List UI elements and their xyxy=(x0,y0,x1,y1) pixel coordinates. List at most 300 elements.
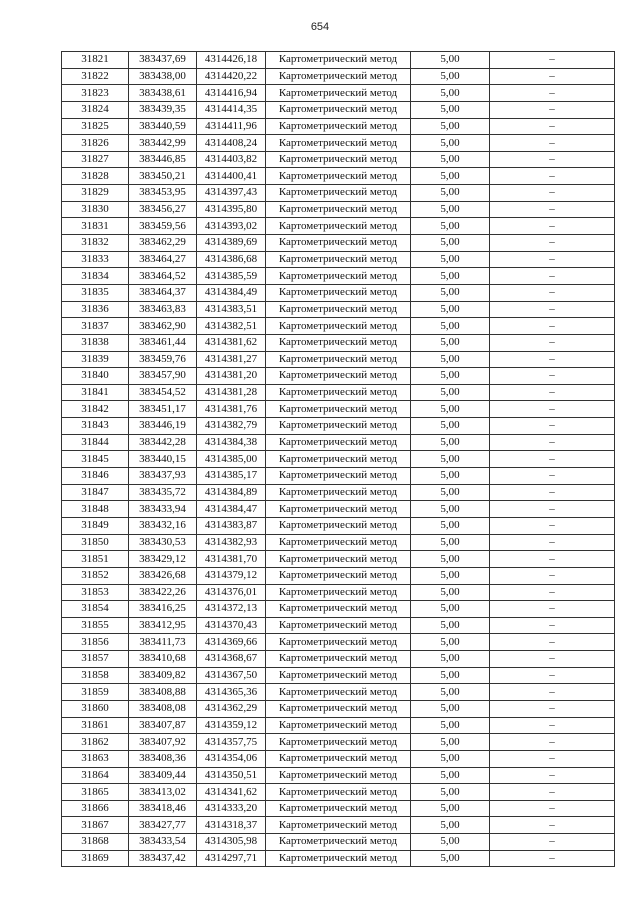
accuracy-cell: 5,00 xyxy=(411,401,490,418)
description-cell: – xyxy=(490,700,615,717)
y-coordinate-cell: 4314297,71 xyxy=(197,850,266,867)
table-row xyxy=(62,784,615,801)
x-coordinate-cell: 383429,12 xyxy=(129,551,197,568)
x-coordinate-cell: 383422,26 xyxy=(129,584,197,601)
y-coordinate-cell: 4314333,20 xyxy=(197,800,266,817)
x-coordinate-cell: 383451,17 xyxy=(129,401,197,418)
accuracy-cell: 5,00 xyxy=(411,318,490,335)
coordinates-table xyxy=(61,51,615,867)
y-coordinate-cell: 4314381,62 xyxy=(197,334,266,351)
point-number-cell: 31853 xyxy=(62,584,129,601)
accuracy-cell: 5,00 xyxy=(411,218,490,235)
accuracy-cell: 5,00 xyxy=(411,651,490,668)
description-cell: – xyxy=(490,201,615,218)
x-coordinate-cell: 383450,21 xyxy=(129,168,197,185)
accuracy-cell: 5,00 xyxy=(411,201,490,218)
x-coordinate-cell: 383432,16 xyxy=(129,517,197,534)
method-cell: Картометрический метод xyxy=(266,484,411,501)
point-number-cell: 31821 xyxy=(62,52,129,69)
point-number-cell: 31826 xyxy=(62,135,129,152)
point-number-cell: 31843 xyxy=(62,418,129,435)
accuracy-cell: 5,00 xyxy=(411,700,490,717)
method-cell: Картометрический метод xyxy=(266,384,411,401)
table-row xyxy=(62,484,615,501)
x-coordinate-cell: 383464,37 xyxy=(129,284,197,301)
point-number-cell: 31823 xyxy=(62,85,129,102)
method-cell: Картометрический метод xyxy=(266,434,411,451)
description-cell: – xyxy=(490,52,615,69)
method-cell: Картометрический метод xyxy=(266,368,411,385)
accuracy-cell: 5,00 xyxy=(411,567,490,584)
point-number-cell: 31841 xyxy=(62,384,129,401)
y-coordinate-cell: 4314376,01 xyxy=(197,584,266,601)
description-cell: – xyxy=(490,151,615,168)
accuracy-cell: 5,00 xyxy=(411,534,490,551)
x-coordinate-cell: 383412,95 xyxy=(129,617,197,634)
point-number-cell: 31840 xyxy=(62,368,129,385)
y-coordinate-cell: 4314408,24 xyxy=(197,135,266,152)
description-cell: – xyxy=(490,418,615,435)
description-cell: – xyxy=(490,334,615,351)
y-coordinate-cell: 4314367,50 xyxy=(197,667,266,684)
x-coordinate-cell: 383456,27 xyxy=(129,201,197,218)
x-coordinate-cell: 383433,54 xyxy=(129,834,197,851)
point-number-cell: 31865 xyxy=(62,784,129,801)
table-row xyxy=(62,551,615,568)
x-coordinate-cell: 383408,88 xyxy=(129,684,197,701)
description-cell: – xyxy=(490,251,615,268)
y-coordinate-cell: 4314381,27 xyxy=(197,351,266,368)
table-row xyxy=(62,434,615,451)
point-number-cell: 31839 xyxy=(62,351,129,368)
accuracy-cell: 5,00 xyxy=(411,817,490,834)
y-coordinate-cell: 4314354,06 xyxy=(197,750,266,767)
y-coordinate-cell: 4314362,29 xyxy=(197,700,266,717)
method-cell: Картометрический метод xyxy=(266,301,411,318)
table-row xyxy=(62,52,615,69)
description-cell: – xyxy=(490,351,615,368)
point-number-cell: 31869 xyxy=(62,850,129,867)
y-coordinate-cell: 4314372,13 xyxy=(197,601,266,618)
y-coordinate-cell: 4314397,43 xyxy=(197,185,266,202)
accuracy-cell: 5,00 xyxy=(411,52,490,69)
method-cell: Картометрический метод xyxy=(266,351,411,368)
point-number-cell: 31828 xyxy=(62,168,129,185)
y-coordinate-cell: 4314385,59 xyxy=(197,268,266,285)
method-cell: Картометрический метод xyxy=(266,218,411,235)
table-row xyxy=(62,584,615,601)
y-coordinate-cell: 4314383,87 xyxy=(197,517,266,534)
accuracy-cell: 5,00 xyxy=(411,501,490,518)
y-coordinate-cell: 4314305,98 xyxy=(197,834,266,851)
point-number-cell: 31846 xyxy=(62,468,129,485)
method-cell: Картометрический метод xyxy=(266,567,411,584)
point-number-cell: 31866 xyxy=(62,800,129,817)
point-number-cell: 31834 xyxy=(62,268,129,285)
description-cell: – xyxy=(490,717,615,734)
table-row xyxy=(62,700,615,717)
x-coordinate-cell: 383410,68 xyxy=(129,651,197,668)
point-number-cell: 31844 xyxy=(62,434,129,451)
y-coordinate-cell: 4314381,20 xyxy=(197,368,266,385)
point-number-cell: 31855 xyxy=(62,617,129,634)
accuracy-cell: 5,00 xyxy=(411,584,490,601)
x-coordinate-cell: 383435,72 xyxy=(129,484,197,501)
accuracy-cell: 5,00 xyxy=(411,667,490,684)
point-number-cell: 31856 xyxy=(62,634,129,651)
point-number-cell: 31837 xyxy=(62,318,129,335)
y-coordinate-cell: 4314386,68 xyxy=(197,251,266,268)
description-cell: – xyxy=(490,451,615,468)
x-coordinate-cell: 383413,02 xyxy=(129,784,197,801)
accuracy-cell: 5,00 xyxy=(411,85,490,102)
accuracy-cell: 5,00 xyxy=(411,834,490,851)
y-coordinate-cell: 4314382,79 xyxy=(197,418,266,435)
method-cell: Картометрический метод xyxy=(266,101,411,118)
y-coordinate-cell: 4314318,37 xyxy=(197,817,266,834)
y-coordinate-cell: 4314420,22 xyxy=(197,68,266,85)
table-row xyxy=(62,634,615,651)
y-coordinate-cell: 4314357,75 xyxy=(197,734,266,751)
table-row xyxy=(62,268,615,285)
accuracy-cell: 5,00 xyxy=(411,468,490,485)
accuracy-cell: 5,00 xyxy=(411,734,490,751)
accuracy-cell: 5,00 xyxy=(411,717,490,734)
x-coordinate-cell: 383408,08 xyxy=(129,700,197,717)
y-coordinate-cell: 4314379,12 xyxy=(197,567,266,584)
description-cell: – xyxy=(490,318,615,335)
method-cell: Картометрический метод xyxy=(266,850,411,867)
table-row xyxy=(62,218,615,235)
point-number-cell: 31832 xyxy=(62,235,129,252)
table-row xyxy=(62,384,615,401)
method-cell: Картометрический метод xyxy=(266,135,411,152)
table-row xyxy=(62,501,615,518)
y-coordinate-cell: 4314416,94 xyxy=(197,85,266,102)
point-number-cell: 31848 xyxy=(62,501,129,518)
description-cell: – xyxy=(490,617,615,634)
y-coordinate-cell: 4314368,67 xyxy=(197,651,266,668)
method-cell: Картометрический метод xyxy=(266,85,411,102)
table-row xyxy=(62,717,615,734)
x-coordinate-cell: 383462,29 xyxy=(129,235,197,252)
accuracy-cell: 5,00 xyxy=(411,800,490,817)
page-number: 654 xyxy=(310,21,330,33)
accuracy-cell: 5,00 xyxy=(411,68,490,85)
x-coordinate-cell: 383430,53 xyxy=(129,534,197,551)
accuracy-cell: 5,00 xyxy=(411,451,490,468)
point-number-cell: 31850 xyxy=(62,534,129,551)
table-row xyxy=(62,334,615,351)
y-coordinate-cell: 4314382,51 xyxy=(197,318,266,335)
description-cell: – xyxy=(490,584,615,601)
table-row xyxy=(62,601,615,618)
table-row xyxy=(62,351,615,368)
point-number-cell: 31842 xyxy=(62,401,129,418)
point-number-cell: 31822 xyxy=(62,68,129,85)
accuracy-cell: 5,00 xyxy=(411,101,490,118)
method-cell: Картометрический метод xyxy=(266,517,411,534)
method-cell: Картометрический метод xyxy=(266,168,411,185)
method-cell: Картометрический метод xyxy=(266,700,411,717)
description-cell: – xyxy=(490,235,615,252)
description-cell: – xyxy=(490,784,615,801)
accuracy-cell: 5,00 xyxy=(411,617,490,634)
y-coordinate-cell: 4314414,35 xyxy=(197,101,266,118)
description-cell: – xyxy=(490,185,615,202)
x-coordinate-cell: 383427,77 xyxy=(129,817,197,834)
method-cell: Картометрический метод xyxy=(266,800,411,817)
x-coordinate-cell: 383446,85 xyxy=(129,151,197,168)
table-row xyxy=(62,534,615,551)
x-coordinate-cell: 383411,73 xyxy=(129,634,197,651)
table-row xyxy=(62,651,615,668)
point-number-cell: 31862 xyxy=(62,734,129,751)
point-number-cell: 31838 xyxy=(62,334,129,351)
method-cell: Картометрический метод xyxy=(266,118,411,135)
description-cell: – xyxy=(490,434,615,451)
method-cell: Картометрический метод xyxy=(266,534,411,551)
accuracy-cell: 5,00 xyxy=(411,151,490,168)
table-row xyxy=(62,800,615,817)
method-cell: Картометрический метод xyxy=(266,684,411,701)
table-row xyxy=(62,118,615,135)
accuracy-cell: 5,00 xyxy=(411,301,490,318)
table-row xyxy=(62,301,615,318)
method-cell: Картометрический метод xyxy=(266,318,411,335)
accuracy-cell: 5,00 xyxy=(411,551,490,568)
x-coordinate-cell: 383439,35 xyxy=(129,101,197,118)
accuracy-cell: 5,00 xyxy=(411,168,490,185)
y-coordinate-cell: 4314365,36 xyxy=(197,684,266,701)
y-coordinate-cell: 4314385,00 xyxy=(197,451,266,468)
point-number-cell: 31824 xyxy=(62,101,129,118)
description-cell: – xyxy=(490,484,615,501)
point-number-cell: 31864 xyxy=(62,767,129,784)
y-coordinate-cell: 4314359,12 xyxy=(197,717,266,734)
x-coordinate-cell: 383464,52 xyxy=(129,268,197,285)
method-cell: Картометрический метод xyxy=(266,784,411,801)
description-cell: – xyxy=(490,301,615,318)
table-row xyxy=(62,235,615,252)
method-cell: Картометрический метод xyxy=(266,767,411,784)
description-cell: – xyxy=(490,651,615,668)
x-coordinate-cell: 383418,46 xyxy=(129,800,197,817)
table-row xyxy=(62,151,615,168)
description-cell: – xyxy=(490,734,615,751)
description-cell: – xyxy=(490,85,615,102)
y-coordinate-cell: 4314381,76 xyxy=(197,401,266,418)
method-cell: Картометрический метод xyxy=(266,734,411,751)
point-number-cell: 31857 xyxy=(62,651,129,668)
x-coordinate-cell: 383440,59 xyxy=(129,118,197,135)
y-coordinate-cell: 4314393,02 xyxy=(197,218,266,235)
x-coordinate-cell: 383464,27 xyxy=(129,251,197,268)
y-coordinate-cell: 4314411,96 xyxy=(197,118,266,135)
method-cell: Картометрический метод xyxy=(266,284,411,301)
point-number-cell: 31851 xyxy=(62,551,129,568)
point-number-cell: 31849 xyxy=(62,517,129,534)
method-cell: Картометрический метод xyxy=(266,551,411,568)
coordinates-table-body xyxy=(62,52,615,867)
accuracy-cell: 5,00 xyxy=(411,284,490,301)
point-number-cell: 31860 xyxy=(62,700,129,717)
table-row xyxy=(62,85,615,102)
table-row xyxy=(62,251,615,268)
accuracy-cell: 5,00 xyxy=(411,418,490,435)
description-cell: – xyxy=(490,767,615,784)
point-number-cell: 31863 xyxy=(62,750,129,767)
accuracy-cell: 5,00 xyxy=(411,601,490,618)
description-cell: – xyxy=(490,850,615,867)
x-coordinate-cell: 383433,94 xyxy=(129,501,197,518)
description-cell: – xyxy=(490,667,615,684)
method-cell: Картометрический метод xyxy=(266,251,411,268)
accuracy-cell: 5,00 xyxy=(411,634,490,651)
accuracy-cell: 5,00 xyxy=(411,384,490,401)
method-cell: Картометрический метод xyxy=(266,151,411,168)
description-cell: – xyxy=(490,534,615,551)
table-row xyxy=(62,168,615,185)
accuracy-cell: 5,00 xyxy=(411,251,490,268)
y-coordinate-cell: 4314369,66 xyxy=(197,634,266,651)
description-cell: – xyxy=(490,468,615,485)
description-cell: – xyxy=(490,551,615,568)
point-number-cell: 31825 xyxy=(62,118,129,135)
description-cell: – xyxy=(490,517,615,534)
description-cell: – xyxy=(490,501,615,518)
method-cell: Картометрический метод xyxy=(266,651,411,668)
x-coordinate-cell: 383437,69 xyxy=(129,52,197,69)
x-coordinate-cell: 383459,56 xyxy=(129,218,197,235)
description-cell: – xyxy=(490,750,615,767)
method-cell: Картометрический метод xyxy=(266,451,411,468)
method-cell: Картометрический метод xyxy=(266,268,411,285)
point-number-cell: 31845 xyxy=(62,451,129,468)
method-cell: Картометрический метод xyxy=(266,667,411,684)
table-row xyxy=(62,468,615,485)
description-cell: – xyxy=(490,817,615,834)
method-cell: Картометрический метод xyxy=(266,750,411,767)
method-cell: Картометрический метод xyxy=(266,418,411,435)
point-number-cell: 31835 xyxy=(62,284,129,301)
x-coordinate-cell: 383453,95 xyxy=(129,185,197,202)
x-coordinate-cell: 383416,25 xyxy=(129,601,197,618)
description-cell: – xyxy=(490,101,615,118)
accuracy-cell: 5,00 xyxy=(411,268,490,285)
table-row xyxy=(62,817,615,834)
method-cell: Картометрический метод xyxy=(266,501,411,518)
table-row xyxy=(62,135,615,152)
description-cell: – xyxy=(490,68,615,85)
x-coordinate-cell: 383437,42 xyxy=(129,850,197,867)
x-coordinate-cell: 383461,44 xyxy=(129,334,197,351)
y-coordinate-cell: 4314370,43 xyxy=(197,617,266,634)
point-number-cell: 31859 xyxy=(62,684,129,701)
y-coordinate-cell: 4314426,18 xyxy=(197,52,266,69)
accuracy-cell: 5,00 xyxy=(411,767,490,784)
y-coordinate-cell: 4314381,28 xyxy=(197,384,266,401)
x-coordinate-cell: 383407,92 xyxy=(129,734,197,751)
table-row xyxy=(62,750,615,767)
table-row xyxy=(62,201,615,218)
x-coordinate-cell: 383462,90 xyxy=(129,318,197,335)
point-number-cell: 31861 xyxy=(62,717,129,734)
method-cell: Картометрический метод xyxy=(266,817,411,834)
description-cell: – xyxy=(490,284,615,301)
table-row xyxy=(62,418,615,435)
x-coordinate-cell: 383409,44 xyxy=(129,767,197,784)
description-cell: – xyxy=(490,384,615,401)
table-row xyxy=(62,401,615,418)
description-cell: – xyxy=(490,268,615,285)
description-cell: – xyxy=(490,834,615,851)
x-coordinate-cell: 383442,99 xyxy=(129,135,197,152)
description-cell: – xyxy=(490,401,615,418)
x-coordinate-cell: 383463,83 xyxy=(129,301,197,318)
point-number-cell: 31847 xyxy=(62,484,129,501)
accuracy-cell: 5,00 xyxy=(411,185,490,202)
point-number-cell: 31830 xyxy=(62,201,129,218)
table-row xyxy=(62,318,615,335)
x-coordinate-cell: 383426,68 xyxy=(129,567,197,584)
method-cell: Картометрический метод xyxy=(266,717,411,734)
table-row xyxy=(62,834,615,851)
description-cell: – xyxy=(490,118,615,135)
method-cell: Картометрический метод xyxy=(266,584,411,601)
description-cell: – xyxy=(490,168,615,185)
table-row xyxy=(62,684,615,701)
method-cell: Картометрический метод xyxy=(266,201,411,218)
method-cell: Картометрический метод xyxy=(266,601,411,618)
y-coordinate-cell: 4314384,49 xyxy=(197,284,266,301)
y-coordinate-cell: 4314384,47 xyxy=(197,501,266,518)
accuracy-cell: 5,00 xyxy=(411,784,490,801)
description-cell: – xyxy=(490,800,615,817)
y-coordinate-cell: 4314381,70 xyxy=(197,551,266,568)
point-number-cell: 31827 xyxy=(62,151,129,168)
table-row xyxy=(62,667,615,684)
description-cell: – xyxy=(490,368,615,385)
method-cell: Картометрический метод xyxy=(266,334,411,351)
table-row xyxy=(62,284,615,301)
table-row xyxy=(62,734,615,751)
description-cell: – xyxy=(490,684,615,701)
table-row xyxy=(62,368,615,385)
y-coordinate-cell: 4314403,82 xyxy=(197,151,266,168)
accuracy-cell: 5,00 xyxy=(411,235,490,252)
description-cell: – xyxy=(490,601,615,618)
accuracy-cell: 5,00 xyxy=(411,368,490,385)
method-cell: Картометрический метод xyxy=(266,401,411,418)
table-row xyxy=(62,850,615,867)
y-coordinate-cell: 4314383,51 xyxy=(197,301,266,318)
x-coordinate-cell: 383446,19 xyxy=(129,418,197,435)
method-cell: Картометрический метод xyxy=(266,834,411,851)
accuracy-cell: 5,00 xyxy=(411,517,490,534)
accuracy-cell: 5,00 xyxy=(411,850,490,867)
table-row xyxy=(62,617,615,634)
y-coordinate-cell: 4314382,93 xyxy=(197,534,266,551)
accuracy-cell: 5,00 xyxy=(411,484,490,501)
y-coordinate-cell: 4314385,17 xyxy=(197,468,266,485)
x-coordinate-cell: 383408,36 xyxy=(129,750,197,767)
y-coordinate-cell: 4314400,41 xyxy=(197,168,266,185)
x-coordinate-cell: 383457,90 xyxy=(129,368,197,385)
method-cell: Картометрический метод xyxy=(266,52,411,69)
y-coordinate-cell: 4314350,51 xyxy=(197,767,266,784)
table-row xyxy=(62,68,615,85)
